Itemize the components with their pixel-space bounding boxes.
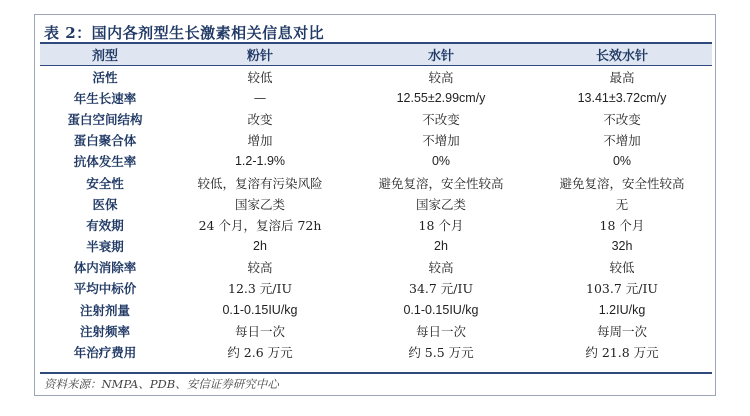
row-label: 蛋白聚合体 xyxy=(73,133,137,149)
header-powder-injection: 粉针 xyxy=(170,44,350,66)
table-cell: 不增加 xyxy=(422,133,460,149)
table-cell: 不改变 xyxy=(422,111,460,127)
table-cell: 24 个月，复溶后 72h xyxy=(198,217,322,233)
table-cell: 较高 xyxy=(247,260,273,276)
table-cell: 国家乙类 xyxy=(234,196,285,212)
table-cell: — xyxy=(253,90,267,106)
table-cell: 18 个月 xyxy=(418,217,464,233)
row-label: 注射频率 xyxy=(79,323,130,339)
table-cell: 较高 xyxy=(428,260,454,276)
bottom-rule xyxy=(40,372,712,374)
table-cell: 每周一次 xyxy=(596,323,647,339)
table-cell: 每日一次 xyxy=(234,323,285,339)
row-label: 注射剂量 xyxy=(79,302,130,318)
row-label: 年治疗费用 xyxy=(73,345,137,361)
table-cell: 34.7 元/IU xyxy=(409,281,473,297)
table-cell: 18 个月 xyxy=(599,217,645,233)
row-label: 蛋白空间结构 xyxy=(67,111,143,127)
row-label: 活性 xyxy=(92,69,118,85)
table-cell: 避免复溶，安全性较高 xyxy=(378,175,504,191)
table-cell: 0% xyxy=(612,154,632,169)
table-row xyxy=(40,172,712,193)
table-cell: 2h xyxy=(434,239,448,254)
table-cell: 13.41±3.72cm/y xyxy=(577,90,667,105)
table-row xyxy=(40,66,712,88)
table-cell: 0.1-0.15IU/kg xyxy=(222,302,298,317)
row-label: 抗体发生率 xyxy=(73,154,137,170)
table-cell: 1.2IU/kg xyxy=(598,302,646,317)
table-row xyxy=(40,108,712,129)
table-row xyxy=(40,87,712,108)
row-label: 安全性 xyxy=(86,175,124,191)
table-cell: 最高 xyxy=(609,69,635,85)
row-label: 半衰期 xyxy=(86,239,124,255)
table-cell: 不增加 xyxy=(603,133,641,149)
table-cell: 32h xyxy=(611,239,633,254)
source-note: 资料来源：NMPA、PDB、安信证券研究中心 xyxy=(44,377,279,391)
row-label: 体内消除率 xyxy=(73,260,137,276)
table-cell: 约 2.6 万元 xyxy=(227,345,293,361)
table-cell: 约 5.5 万元 xyxy=(408,345,474,361)
table-cell: 改变 xyxy=(247,111,273,127)
table-cell: 较低 xyxy=(247,69,273,85)
table-cell: 0% xyxy=(431,154,451,169)
header-water-injection: 水针 xyxy=(350,44,532,66)
table-cell: 0.1-0.15IU/kg xyxy=(403,302,479,317)
table-row xyxy=(40,193,712,214)
table-cell: 2h xyxy=(253,239,267,254)
table-row xyxy=(40,130,712,151)
table-row xyxy=(40,320,712,341)
row-label: 有效期 xyxy=(86,217,124,233)
comparison-table xyxy=(40,44,712,363)
row-label: 平均中标价 xyxy=(73,281,137,297)
table-row xyxy=(40,236,712,257)
table-cell: 国家乙类 xyxy=(415,196,466,212)
table-cell: 较低 xyxy=(609,260,635,276)
header-dosage-form: 剂型 xyxy=(40,44,170,66)
table-cell: 约 21.8 万元 xyxy=(585,345,659,361)
table-row xyxy=(40,214,712,235)
table-cell: 无 xyxy=(615,196,629,212)
table-cell: 每日一次 xyxy=(415,323,466,339)
row-label: 年生长速率 xyxy=(73,90,137,106)
table-cell: 避免复溶，安全性较高 xyxy=(559,175,685,191)
table-cell: 12.55±2.99cm/y xyxy=(396,90,486,105)
table-cell: 不改变 xyxy=(603,111,641,127)
table-cell: 较低，复溶有污染风险 xyxy=(197,175,323,191)
table-row xyxy=(40,257,712,278)
table-title: 表 2：国内各剂型生长激素相关信息对比 xyxy=(44,24,325,42)
table-row xyxy=(40,278,712,299)
header-long-acting-water-injection: 长效水针 xyxy=(532,44,712,66)
row-label: 医保 xyxy=(92,196,118,212)
table-cell: 增加 xyxy=(247,133,273,149)
table-cell: 1.2-1.9% xyxy=(234,154,286,169)
table-row xyxy=(40,151,712,172)
table-header-row xyxy=(40,44,712,66)
table-cell: 较高 xyxy=(428,69,454,85)
table-cell: 103.7 元/IU xyxy=(586,281,658,297)
table-row xyxy=(40,299,712,320)
table-row xyxy=(40,341,712,362)
table-cell: 12.3 元/IU xyxy=(228,281,292,297)
